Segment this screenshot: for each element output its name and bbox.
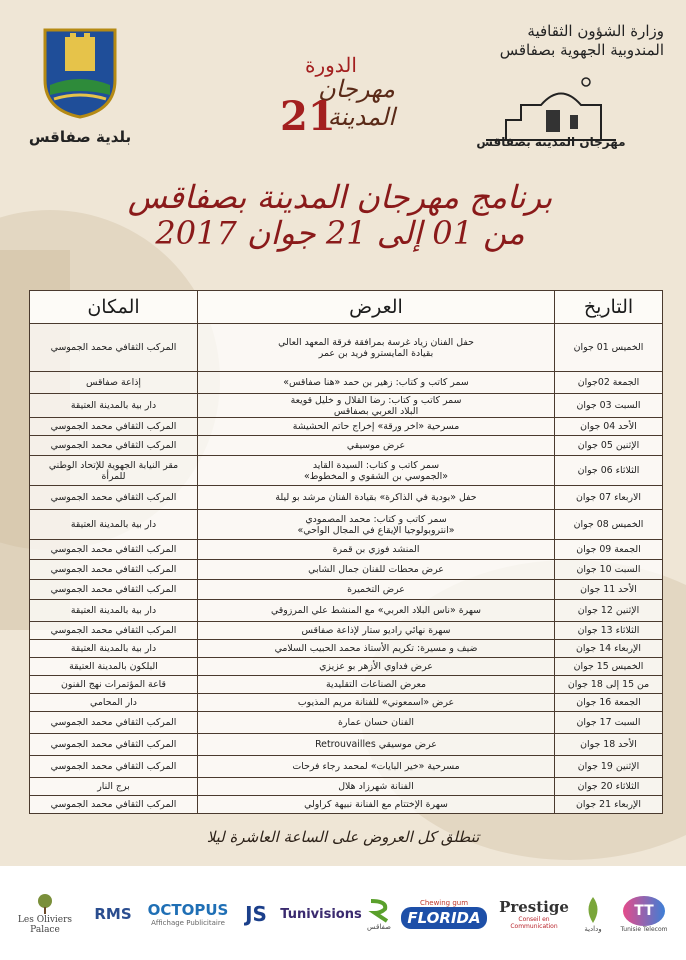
sponsor-name: صفاقس [367, 923, 391, 931]
table-row [30, 756, 663, 778]
program-dates: من 01 إلى 21 جوان 2017 [155, 214, 525, 252]
table-row [30, 372, 663, 394]
row-date: الجمعة 09 جوان [555, 540, 663, 560]
table-row [30, 712, 663, 734]
row-place: المركب الثقافي محمد الجموسي [30, 560, 198, 580]
city-crest-icon [40, 25, 120, 120]
sponsor-tunivisions [280, 886, 362, 942]
sponsor-name: Tunivisions [280, 906, 362, 922]
row-place: دار بية بالمدينة العتيقة [30, 510, 198, 540]
table-row [30, 510, 663, 540]
sponsor-js [236, 886, 276, 942]
table-header-row [30, 291, 663, 324]
row-date: الثلاثاء 13 جوان [555, 622, 663, 640]
row-date: الأحد 18 جوان [555, 734, 663, 756]
table-row [30, 324, 663, 372]
row-show: عرض «اسمعوني» للفنانة مريم المذيوب [198, 694, 555, 712]
festival-logo-label: مهرجان المدينة بصفاقس [476, 135, 626, 149]
row-show: المنشد فوزي بن قمرة [198, 540, 555, 560]
table-row [30, 796, 663, 814]
edition-word: الدورة [305, 53, 357, 77]
sponsor-strip [0, 866, 686, 960]
table-row [30, 436, 663, 456]
schedule-table [29, 290, 663, 814]
row-date: الأحد 11 جوان [555, 580, 663, 600]
row-date: السبت 10 جوان [555, 560, 663, 580]
row-date: الجمعة 16 جوان [555, 694, 663, 712]
row-date: الجمعة 02جوان [555, 372, 663, 394]
row-show: مسرحية «اخر ورقة» إخراج حاتم الحشيشة [198, 418, 555, 436]
table-row [30, 694, 663, 712]
sponsor-prestige [494, 886, 574, 942]
row-show: الفنانة شهرزاد هلال [198, 778, 555, 796]
row-place: المركب الثقافي محمد الجموسي [30, 756, 198, 778]
sponsor-florida [398, 886, 490, 942]
row-place: المركب الثقافي محمد الجموسي [30, 540, 198, 560]
row-date: من 15 إلى 18 جوان [555, 676, 663, 694]
table-row [30, 486, 663, 510]
row-date: الخميس 01 جوان [555, 324, 663, 372]
poster-header [0, 0, 686, 170]
sponsor-name: RMS [94, 905, 132, 923]
sponsor-subtitle: Tunisie Telecom [620, 925, 668, 933]
row-place: قاعة المؤتمرات نهج الفنون [30, 676, 198, 694]
sponsor-subtitle: Conseil en Communication [510, 916, 558, 930]
row-show: معرض الصناعات التقليدية [198, 676, 555, 694]
sponsor-name: FLORIDA [401, 907, 486, 929]
table-row [30, 456, 663, 486]
sponsor-name: TT [623, 896, 665, 926]
program-title: برنامج مهرجان المدينة بصفاقس [127, 178, 553, 216]
row-place: برج النار [30, 778, 198, 796]
sponsor-association [576, 886, 610, 942]
row-place: المركب الثقافي محمد الجموسي [30, 580, 198, 600]
header-show: العرض [198, 291, 555, 324]
row-show: سمر كاتب و كتاب: محمد المصمودي «انتروبولوجيا الإيقاع في المجال الواحي» [198, 510, 555, 540]
row-show: حفل الفنان زياد غرسة بمرافقة فرقة المعهد العالي بقيادة المايسترو فريد بن عمر [198, 324, 555, 372]
olive-tree-icon [32, 893, 58, 915]
ministry-name: وزارة الشؤون الثقافية [527, 22, 664, 40]
row-place: إذاعة صفاقس [30, 372, 198, 394]
row-place: دار بية بالمدينة العتيقة [30, 600, 198, 622]
header-date: التاريخ [555, 291, 663, 324]
table-row [30, 778, 663, 796]
row-show: عرض موسيقي Retrouvailles [198, 734, 555, 756]
sponsor-name: Prestige [499, 898, 569, 916]
row-show: سمر كاتب و كتاب: رضا القلال و خليل قويعة البلاد العربي بصفاقس [198, 394, 555, 418]
row-date: الأحد 04 جوان [555, 418, 663, 436]
sponsor-name: OCTOPUS [147, 901, 229, 919]
row-date: السبت 03 جوان [555, 394, 663, 418]
row-date: الخميس 08 جوان [555, 510, 663, 540]
table-row [30, 560, 663, 580]
row-show: ضيف و مسيرة: تكريم الأستاذ محمد الحبيب السلامي [198, 640, 555, 658]
table-row [30, 622, 663, 640]
city-label: بلدية صفاقس [28, 128, 132, 146]
row-show: سهرة «ناس البلاد العربي» مع المنشط علي المرزوقي [198, 600, 555, 622]
row-show: سمر كاتب و كتاب: السيدة القايد «الجموسي بن الشقوي و المخطوط» [198, 456, 555, 486]
row-place: المركب الثقافي محمد الجموسي [30, 734, 198, 756]
row-place: دار المحامي [30, 694, 198, 712]
sponsor-name: JS [245, 902, 267, 926]
sponsor-octopus [142, 886, 234, 942]
sponsor-subtitle: Affichage Publicitaire [151, 919, 225, 927]
row-date: الإثنين 05 جوان [555, 436, 663, 456]
sponsor-tunisie-telecom [614, 886, 674, 942]
row-place: المركب الثقافي محمد الجموسي [30, 486, 198, 510]
header-place: المكان [30, 291, 198, 324]
row-date: الإربعاء 21 جوان [555, 796, 663, 814]
table-row [30, 658, 663, 676]
association-logo-icon [582, 895, 604, 925]
row-date: الخميس 15 جوان [555, 658, 663, 676]
sponsor-subtitle: Chewing gum [419, 899, 469, 907]
row-place: المركب الثقافي محمد الجموسي [30, 712, 198, 734]
row-place: المركب الثقافي محمد الجموسي [30, 622, 198, 640]
row-place: المركب الثقافي محمد الجموسي [30, 324, 198, 372]
start-time-note: تنطلق كل العروض على الساعة العاشرة ليلا [206, 828, 480, 846]
row-date: السبت 17 جوان [555, 712, 663, 734]
row-show: عرض موسيقي [198, 436, 555, 456]
table-row [30, 540, 663, 560]
radio-logo-icon [367, 897, 391, 923]
table-row [30, 676, 663, 694]
row-place: المركب الثقافي محمد الجموسي [30, 418, 198, 436]
row-show: حفل «بودية في الذاكرة» بقيادة الفنان مرشد بو ليلة [198, 486, 555, 510]
row-place: المركب الثقافي محمد الجموسي [30, 796, 198, 814]
row-show: سهرة الإختتام مع الفنانة نبيهة كراولي [198, 796, 555, 814]
edition-logo [245, 45, 395, 155]
edition-script: مهرجان المدينة [318, 75, 395, 131]
row-show: الفنان حسان عمارة [198, 712, 555, 734]
row-place: البلكون بالمدينة العتيقة [30, 658, 198, 676]
sponsor-name: Les Oliviers Palace [17, 915, 73, 935]
edition-number: 21 [280, 93, 336, 140]
delegation-name: المندوبية الجهوية بصفاقس [499, 41, 664, 59]
row-show: عرض التخميرة [198, 580, 555, 600]
ministry-block [500, 22, 664, 60]
sponsor-name: ودادية [584, 925, 602, 933]
row-place: دار بية بالمدينة العتيقة [30, 394, 198, 418]
table-row [30, 734, 663, 756]
sponsor-les-oliviers [6, 886, 84, 942]
row-show: عرض فداوي الأزهر بو عزيزي [198, 658, 555, 676]
row-date: الإربعاء 14 جوان [555, 640, 663, 658]
row-show: عرض محطات للفنان جمال الشابي [198, 560, 555, 580]
row-date: الاربعاء 07 جوان [555, 486, 663, 510]
sponsor-rms [88, 886, 138, 942]
table-row [30, 640, 663, 658]
table-row [30, 600, 663, 622]
table-row [30, 580, 663, 600]
row-date: الثلاثاء 20 جوان [555, 778, 663, 796]
row-place: المركب الثقافي محمد الجموسي [30, 436, 198, 456]
row-date: الإثنين 19 جوان [555, 756, 663, 778]
row-show: سمر كاتب و كتاب: زهير بن حمد «هنا صفاقس» [198, 372, 555, 394]
row-date: الإثنين 12 جوان [555, 600, 663, 622]
sponsor-radio [364, 886, 394, 942]
table-row [30, 418, 663, 436]
row-place: دار بية بالمدينة العتيقة [30, 640, 198, 658]
row-show: مسرحية «خير البايات» لمحمد رجاء فرحات [198, 756, 555, 778]
row-show: سهرة نهائي راديو ستار لإذاعة صفاقس [198, 622, 555, 640]
row-date: الثلاثاء 06 جوان [555, 456, 663, 486]
row-place: مقر النيابة الجهوية للإتحاد الوطني للمرأة [30, 456, 198, 486]
table-row [30, 394, 663, 418]
